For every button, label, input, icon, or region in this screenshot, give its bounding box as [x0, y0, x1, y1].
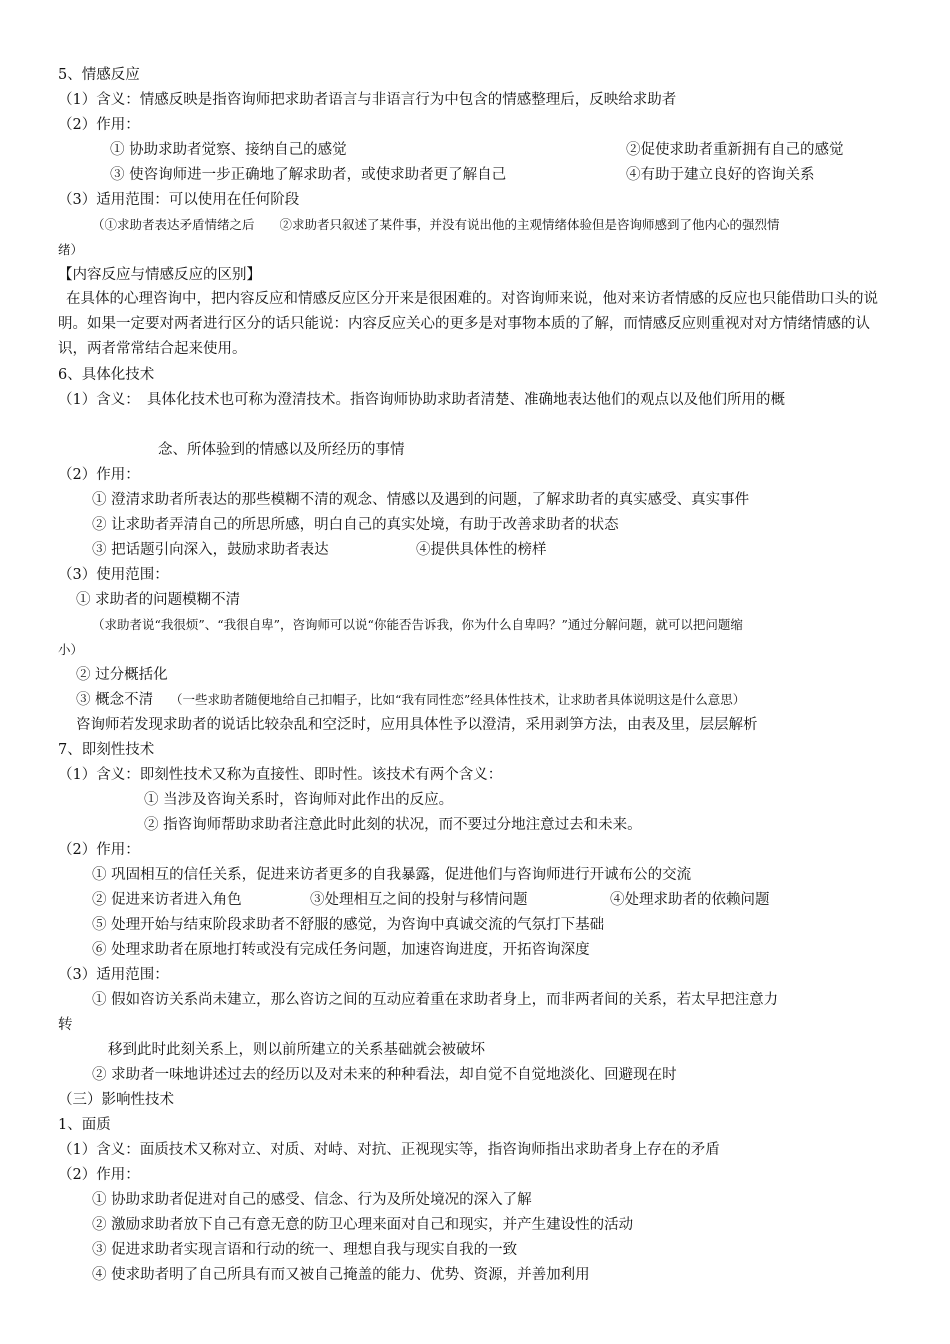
text-line: （2）作用： [58, 842, 140, 858]
text-line: （2）作用： [58, 467, 140, 483]
list-item: ⑥ 处理求助者在原地打转或没有完成任务问题，加速咨询进度，开拓咨询深度 [92, 942, 590, 958]
list-item: ② 激励求助者放下自己有意无意的防卫心理来面对自己和现实，并产生建设性的活动 [92, 1217, 634, 1233]
text-line: 念、所体验到的情感以及所经历的事情 [158, 442, 405, 458]
text-line: （3）使用范围： [58, 567, 169, 583]
section-title: 【内容反应与情感反应的区别】 [58, 267, 261, 283]
list-item: ③处理相互之间的投射与移情问题 [310, 892, 528, 908]
note-line: 绪） [58, 242, 84, 257]
list-item: ② 求助者一味地讲述过去的经历以及对未来的种种看法，却自觉不自觉地淡化、回避现在时 [92, 1067, 677, 1083]
list-item: ② 指咨询师帮助求助者注意此时此刻的状况，而不要过分地注意过去和未来。 [144, 817, 642, 833]
list-item: ③ 把话题引向深入，鼓励求助者表达 [92, 542, 329, 558]
note-line: （①求助者表达矛盾情绪之后 ②求助者只叙述了某件事，并没有说出他的主观情绪体验但是咨询师感到了他内心的强烈情 [92, 217, 780, 232]
heading-7: 7、即刻性技术 [58, 742, 155, 758]
heading-6: 6、具体化技术 [58, 367, 155, 383]
list-item: ④ 使求助者明了自己所具有而又被自己掩盖的能力、优势、资源，并善加利用 [92, 1267, 590, 1283]
list-item: ① 求助者的问题模糊不清 [76, 592, 241, 608]
text-line: （1）含义：面质技术又称对立、对质、对峙、对抗、正视现实等，指咨询师指出求助者身上存在的矛盾 [58, 1142, 720, 1158]
list-item: ⑤ 处理开始与结束阶段求助者不舒服的感觉，为咨询中真诚交流的气氛打下基础 [92, 917, 605, 933]
text-line: （1）含义： 具体化技术也可称为澄清技术。指咨询师协助求助者清楚、准确地表达他们的观点以及他们所用的概 [58, 392, 785, 408]
list-item: ① 巩固相互的信任关系，促进来访者更多的自我暴露，促进他们与咨询师进行开诚布公的交流 [92, 867, 692, 883]
list-item: ② 让求助者弄清自己的所思所感，明白自己的真实处境，有助于改善求助者的状态 [92, 517, 619, 533]
note-line: （求助者说“我很烦”、“我很自卑”，咨询师可以说“你能否告诉我，你为什么自卑吗？”通过分解问题，就可以把问题缩 [92, 617, 743, 632]
list-item: ③ 促进求助者实现言语和行动的统一、理想自我与现实自我的一致 [92, 1242, 518, 1258]
text-line: （1）含义：情感反映是指咨询师把求助者语言与非语言行为中包含的情感整理后，反映给求助者 [58, 92, 677, 108]
text-line: （2）作用： [58, 1167, 140, 1183]
text-line: 转 [58, 1017, 73, 1033]
text-line: 咨询师若发现求助者的说话比较杂乱和空泛时，应用具体性予以澄清，采用剥笋方法，由表及里，层层解析 [76, 717, 758, 733]
heading-1: 1、面质 [58, 1117, 111, 1133]
list-item: ① 协助求助者觉察、接纳自己的感觉 [110, 142, 347, 158]
list-item: ② 过分概括化 [76, 667, 168, 683]
list-item: ③ 使咨询师进一步正确地了解求助者，或使求助者更了解自己 [110, 167, 507, 183]
list-item: ① 澄清求助者所表达的那些模糊不清的观念、情感以及遇到的问题，了解求助者的真实感受、真实事件 [92, 492, 750, 508]
text-line: 移到此时此刻关系上，则以前所建立的关系基础就会被破坏 [108, 1042, 485, 1058]
list-item: ① 协助求助者促进对自己的感受、信念、行为及所处境况的深入了解 [92, 1192, 532, 1208]
text-line: （3）适用范围： [58, 967, 169, 983]
list-item: ① 当涉及咨询关系时，咨询师对此作出的反应。 [144, 792, 454, 808]
list-item: ④处理求助者的依赖问题 [610, 892, 770, 908]
list-item: ④有助于建立良好的咨询关系 [626, 167, 815, 183]
paragraph: 在具体的心理咨询中，把内容反应和情感反应区分开来是很困难的。对咨询师来说，他对来访者情感的反应也只能借助口头的说明。如果一定要对两者进行区分的话只能说：内容反应关心的更多是对事物本质的了解，而情感反应则重视对对方情绪情感的认识，两者常常结合起来使用。 [58, 291, 878, 357]
list-item: ②促使求助者重新拥有自己的感觉 [626, 142, 844, 158]
list-item: ③ 概念不清 [76, 692, 154, 708]
heading-5: 5、情感反应 [58, 67, 140, 83]
text-line: （1）含义：即刻性技术又称为直接性、即时性。该技术有两个含义： [58, 767, 503, 783]
list-item: ① 假如咨访关系尚未建立，那么咨访之间的互动应着重在求助者身上，而非两者间的关系，若太早把注意力 [92, 992, 779, 1008]
list-item: ④提供具体性的榜样 [416, 542, 547, 558]
text-line: （2）作用： [58, 117, 140, 133]
text-line: （3）适用范围：可以使用在任何阶段 [58, 192, 300, 208]
section-title: （三）影响性技术 [58, 1092, 174, 1108]
note-line: 小） [58, 642, 84, 657]
note-line: （一些求助者随便地给自己扣帽子，比如“我有同性恋”经具体性技术，让求助者具体说明这是什么意思） [170, 692, 746, 707]
list-item: ② 促进来访者进入角色 [92, 892, 242, 908]
